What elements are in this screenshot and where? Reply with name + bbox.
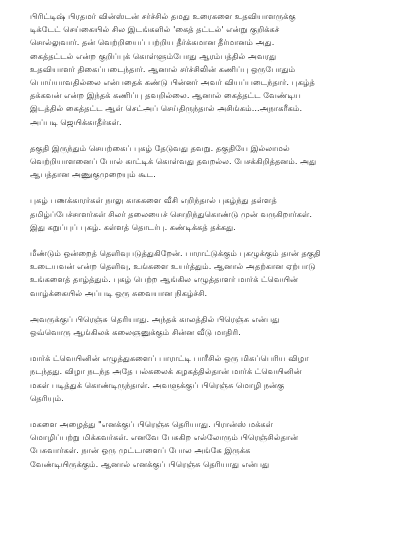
paragraph bbox=[30, 247, 394, 300]
text-line: மகள் படித்துக் கொண்டிருந்தாள். அவளுக்குப் பிரெஞ்சு மொழி நன்கு bbox=[30, 379, 285, 390]
text-line: மீண்டும் ஒன்றைத் தெளிவுபடுத்துகிறேன். பாராட்டுக்கும் புகழுக்கும் தான் தகுதி bbox=[30, 248, 321, 259]
text-line: தெரியும். bbox=[30, 392, 64, 403]
text-line: வெற்றியாளனைப் போல் காட்டிக் கொள்வது தவறல்ல. பேசக்கிறித்தனம். அது bbox=[30, 156, 317, 167]
paragraph bbox=[30, 418, 394, 471]
document-body bbox=[30, 10, 394, 471]
paragraph bbox=[30, 194, 394, 234]
text-line: வேண்டியிருக்கும். ஆனால் எனக்குப் பிரெஞ்சு தெரியாது என்பது bbox=[30, 458, 270, 469]
text-line: மார்க் ட்வெயினின் எழுத்துகளைப் பாராட்டி பாரீசில் ஒரு மிகப்பெரிய விழா bbox=[30, 353, 309, 364]
text-line: உங்களைத் தாழ்த்தும். புகழ் பெற்ற ஆங்கில எழுத்தாளர் மார்க் ட்வெயின் bbox=[30, 274, 299, 285]
text-line: ஒவ்வொரு ஆங்கிலக் கலைஞனுக்கும் சின்ன வீடு மாதிரி. bbox=[30, 327, 241, 338]
text-line: தக்கவன் என்ற இந்தக் கணிப்பு தவறில்லை. ஆனால் கைத்தட்ட வேண்டிய bbox=[30, 90, 301, 101]
text-line: இது கறுப்புப் புகழ். கள்ளத் தொடர்பு. கண்டிக்கத் தக்கது. bbox=[30, 221, 236, 232]
paragraph bbox=[30, 10, 394, 129]
text-line: சொல்லுவார். தன் வெற்றியைப் பற்றிய தீர்க்கமான தீர்மானம் அது. bbox=[30, 37, 275, 48]
text-line: பிரிட்டிஷ் பிரதமர் வின்ஸ்டன் சர்ச்சில் தமது உரைகளை உதவியாளருக்கு bbox=[30, 11, 296, 21]
text-line: அவருக்குப் பிரெஞ்சு தெரியாது. அந்தக் காலத்தில் பிரெஞ்சு என்பது bbox=[30, 313, 280, 324]
paragraph bbox=[30, 313, 394, 339]
text-line: வாழ்க்கையில் அப்படி ஒரு சுவையான நிகழ்ச்சி. bbox=[30, 287, 208, 298]
text-line: நடந்தது. விழா நடந்த அதே பல்கலைக் கழகத்தில்தான் மார்க் ட்வெயினின் bbox=[30, 366, 302, 377]
text-line: தமிழ்ப்பேச்சாளர்கள் சிலர் தலையைச் சொறிந்துகொண்டு முன் வருகிறார்கள். bbox=[30, 208, 313, 219]
text-line: டிக்டேட் செய்கையில் சில இடங்களில் 'கைத் தட்டல்' என்று குறிக்கச் bbox=[30, 24, 280, 35]
paragraph bbox=[30, 352, 394, 405]
text-line: மொழிப்பற்று மிக்கவர்கள். எனவே பேசுகிற எல்லோரும் பிரெஞ்சில்தான் bbox=[30, 432, 299, 443]
text-line: இடத்தில் கைத்தட்ட ஆள் செட்அப் செய்திருந்தால் அசிங்கம்...அநாகரீகம். bbox=[30, 103, 303, 114]
text-line: உதவியாளர் திகைப்படைந்தார். ஆனால் சர்ச்சிலின் கணிப்பு ஒருபோதும் bbox=[30, 63, 296, 74]
text-line: ஆபத்தான அணுகுமுறையும் கூட. bbox=[30, 169, 156, 180]
text-line: தகுதி இருந்தும் செயற்கைப் புகழ் தேடுவது தவறு. தகுதியே இல்லாமல் bbox=[30, 142, 290, 153]
text-line: பொய்யாவதில்லை என்பதைக் கண்டு பின்னர் அவர் வியப்படைந்தார். புகழ்த் bbox=[30, 77, 315, 88]
text-line: கைத்தட்டல் என்ற குறிப்புக் கொள்ளும்போது ஆரம்பத்தில் அவரது bbox=[30, 50, 277, 61]
text-line: உடையவன் என்ற தெளிவு, உங்களை உயர்த்தும். ஆனால் அதற்கான ஏற்பாடு bbox=[30, 261, 316, 272]
text-line: அப்படி ஜெயிக்காதீர்கள். bbox=[30, 116, 122, 127]
text-line: பேசுவார்கள். நான் ஒரு முட்டாளைப் போல அங்கே இருக்க bbox=[30, 445, 251, 456]
paragraph bbox=[30, 142, 394, 182]
text-line: மகளை அழைத்து "எனக்குப் பிரெஞ்சு தெரியாது. பிரான்ஸ் மக்கள் bbox=[30, 419, 274, 430]
text-line: புகழ் பணக்காரர்கள் நாலு காசுகளை வீசி எறிந்தால் புகழ்ந்து தள்ளத் bbox=[30, 195, 277, 206]
